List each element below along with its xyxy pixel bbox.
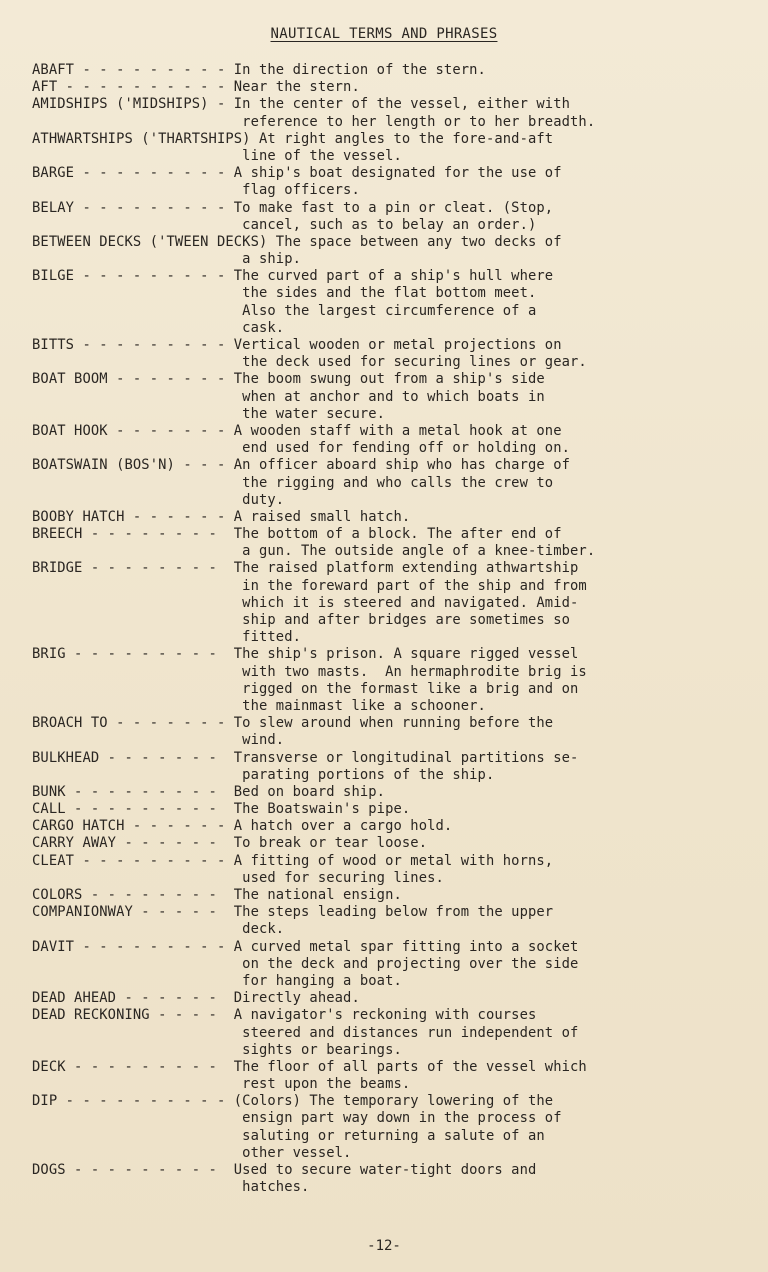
glossary-line: CALL - - - - - - - - - The Boatswain's pipe.	[32, 801, 411, 818]
glossary-line: end used for fending off or holding on.	[32, 440, 571, 457]
glossary-line: deck.	[32, 921, 285, 938]
glossary-line: when at anchor and to which boats in	[32, 388, 545, 405]
glossary-line: BITTS - - - - - - - - - Vertical wooden or metal projections on	[32, 337, 562, 353]
glossary-line: rest upon the beams.	[32, 1076, 411, 1093]
glossary-line: rigged on the formast like a brig and on	[32, 680, 579, 697]
glossary-line: BOOBY HATCH - - - - - - A raised small hatch.	[32, 508, 411, 525]
glossary-line: BRIG - - - - - - - - - The ship's prison. A square rigged vessel	[32, 646, 579, 663]
glossary-line: DECK - - - - - - - - - The floor of all parts of the vessel which	[32, 1058, 587, 1075]
glossary-line: DEAD AHEAD - - - - - - Directly ahead.	[32, 990, 360, 1007]
glossary-line: BETWEEN DECKS ('TWEEN DECKS) The space between any two decks of	[32, 233, 562, 250]
glossary-line: with two masts. An hermaphrodite brig is	[32, 663, 587, 680]
glossary-line: reference to her length or to her breadth.	[32, 113, 596, 130]
glossary-line: the sides and the flat bottom meet.	[32, 285, 537, 302]
glossary-line: ATHWARTSHIPS ('THARTSHIPS) At right angles to the fore-and-aft	[32, 130, 554, 147]
glossary-line: duty.	[32, 491, 285, 508]
glossary-line: saluting or returning a salute of an	[32, 1127, 545, 1144]
glossary-line: DIP - - - - - - - - - - (Colors) The temporary lowering of the	[32, 1093, 554, 1110]
glossary-line: CLEAT - - - - - - - - - A fitting of wood or metal with horns,	[32, 852, 554, 869]
glossary-line: sights or bearings.	[32, 1041, 402, 1058]
glossary-line: on the deck and projecting over the side	[32, 955, 579, 972]
glossary-line: BUNK - - - - - - - - - Bed on board ship.	[32, 783, 386, 800]
glossary-line: CARRY AWAY - - - - - - To break or tear loose.	[32, 835, 428, 852]
glossary-line: a ship.	[32, 251, 302, 268]
glossary-line: parating portions of the ship.	[32, 766, 495, 783]
glossary-line: ensign part way down in the process of	[32, 1110, 562, 1127]
glossary-line: BILGE - - - - - - - - - The curved part of a ship's hull where	[32, 268, 554, 285]
glossary-line: BELAY - - - - - - - - - To make fast to a pin or cleat. (Stop,	[32, 199, 554, 216]
glossary-line: in the foreward part of the ship and from	[32, 577, 587, 594]
glossary-line: the mainmast like a schooner.	[32, 697, 486, 714]
glossary-line: the water secure.	[32, 405, 386, 422]
page-number: -12-	[367, 1238, 401, 1254]
glossary-line: line of the vessel.	[32, 147, 402, 164]
glossary-line: ship and after bridges are sometimes so	[32, 612, 571, 628]
glossary-line: DAVIT - - - - - - - - - A curved metal spar fitting into a socket	[32, 938, 579, 955]
glossary-line: BROACH TO - - - - - - - To slew around when running before the	[32, 715, 554, 732]
glossary-line: BREECH - - - - - - - - The bottom of a block. The after end of	[32, 526, 562, 543]
glossary-line: cancel, such as to belay an order.)	[32, 216, 537, 233]
glossary-line: AFT - - - - - - - - - - Near the stern.	[32, 79, 360, 96]
glossary-line: used for securing lines.	[32, 869, 444, 886]
glossary-line: Also the largest circumference of a	[32, 302, 537, 319]
glossary-line: wind.	[32, 732, 285, 749]
glossary-line: other vessel.	[32, 1144, 352, 1161]
glossary-line: BOAT BOOM - - - - - - - The boom swung out from a ship's side	[32, 371, 545, 388]
glossary-line: which it is steered and navigated. Amid-	[32, 594, 579, 611]
glossary-line: DOGS - - - - - - - - - Used to secure water-tight doors and	[32, 1162, 537, 1178]
glossary-line: BOATSWAIN (BOS'N) - - - An officer aboard ship who has charge of	[32, 457, 571, 474]
glossary-line: hatches.	[32, 1179, 310, 1196]
glossary-line: DEAD RECKONING - - - - A navigator's reckoning with courses	[32, 1007, 537, 1024]
glossary-line: BULKHEAD - - - - - - - Transverse or longitudinal partitions se-	[32, 749, 579, 766]
glossary-line: fitted.	[32, 629, 302, 646]
glossary-line: the deck used for securing lines or gear.	[32, 354, 587, 371]
glossary-line: flag officers.	[32, 182, 360, 199]
glossary-line: CARGO HATCH - - - - - - A hatch over a cargo hold.	[32, 818, 453, 835]
page-title: NAUTICAL TERMS AND PHRASES	[270, 26, 498, 42]
glossary-line: ABAFT - - - - - - - - - In the direction of the stern.	[32, 62, 486, 78]
glossary-line: COMPANIONWAY - - - - - The steps leading below from the upper	[32, 904, 554, 921]
glossary-line: COLORS - - - - - - - - The national ensign.	[32, 887, 402, 903]
glossary-entries	[32, 62, 752, 1196]
glossary-line: BRIDGE - - - - - - - - The raised platform extending athwartship	[32, 560, 579, 577]
glossary-line: BOAT HOOK - - - - - - - A wooden staff with a metal hook at one	[32, 422, 562, 439]
glossary-line: the rigging and who calls the crew to	[32, 474, 554, 491]
glossary-line: steered and distances run independent of	[32, 1024, 579, 1041]
glossary-line: for hanging a boat.	[32, 972, 402, 989]
glossary-line: a gun. The outside angle of a knee-timber.	[32, 543, 596, 560]
glossary-line: cask.	[32, 319, 285, 336]
glossary-line: BARGE - - - - - - - - - A ship's boat designated for the use of	[32, 165, 562, 182]
glossary-line: AMIDSHIPS ('MIDSHIPS) - In the center of the vessel, either with	[32, 96, 571, 113]
